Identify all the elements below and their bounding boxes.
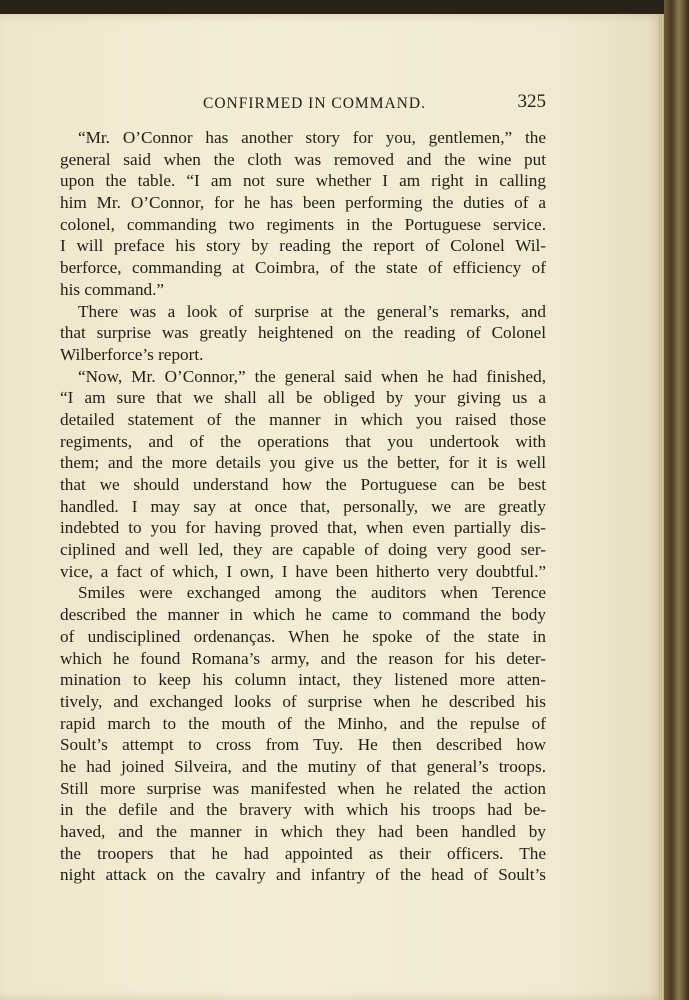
text-line: berforce, commanding at Coimbra, of the state of efficiency of <box>60 258 546 278</box>
text-line: haved, and the manner in which they had been handled by <box>60 822 546 841</box>
book-binding <box>664 0 689 1000</box>
text-line: mination to keep his column intact, they listened more atten- <box>60 670 546 690</box>
text-line: Wilberforce’s report. <box>60 344 204 364</box>
text-line: regiments, and of the operations that you undertook with <box>60 431 546 451</box>
text-line: described the manner in which he came to command the body <box>60 605 546 625</box>
text-line: “Now, Mr. O’Connor,” the general said when he had finished, <box>78 366 546 386</box>
text-line: colonel, commanding two regiments in the Portuguese service. <box>60 214 546 234</box>
text-line: rapid march to the mouth of the Minho, and the repulse of <box>60 713 546 733</box>
text-line: him Mr. O’Connor, for he has been performing the duties of a <box>60 193 546 213</box>
text-line: upon the table. “I am not sure whether I am right in calling <box>60 171 546 191</box>
text-line: ciplined and well led, they are capable of doing very good ser- <box>60 540 546 560</box>
text-line: he had joined Silveira, and the mutiny of that general’s troops. <box>60 756 546 776</box>
text-line: night attack on the cavalry and infantry of the head of Soult’s <box>60 865 546 885</box>
text-line: handled. I may say at once that, personally, we are greatly <box>60 496 546 516</box>
text-line: that we should understand how the Portuguese can be best <box>60 475 546 494</box>
body-text <box>60 127 546 886</box>
text-line: which he found Romana’s army, and the reason for his deter- <box>60 648 546 668</box>
text-line: his command.” <box>60 279 165 299</box>
text-line: “Mr. O’Connor has another story for you, gentlemen,” the <box>78 128 546 147</box>
text-line: tively, and exchanged looks of surprise when he described his <box>60 691 546 711</box>
text-line: that surprise was greatly heightened on the reading of Colonel <box>60 323 546 343</box>
text-line: Still more surprise was manifested when he related the action <box>60 778 546 798</box>
running-head <box>60 91 546 119</box>
text-line: them; and the more details you give us the better, for it is well <box>60 453 546 473</box>
text-line: indebted to you for having proved that, when even partially dis- <box>60 518 546 538</box>
text-line: of undisciplined ordenanças. When he spoke of the state in <box>60 626 546 646</box>
text-line: There was a look of surprise at the general’s remarks, and <box>78 301 546 321</box>
text-line: the troopers that he had appointed as their officers. The <box>60 843 546 863</box>
text-line: vice, a fact of which, I own, I have been hitherto very doubtful.” <box>60 561 546 581</box>
text-line: general said when the cloth was removed and the wine put <box>60 149 546 169</box>
text-line: detailed statement of the manner in which you raised those <box>60 409 546 429</box>
text-line: in the defile and the bravery with which his troops had be- <box>60 800 546 820</box>
text-line: “I am sure that we shall all be obliged by your giving us a <box>60 388 546 408</box>
text-line: Smiles were exchanged among the auditors when Terence <box>78 583 546 603</box>
page-number: 325 <box>517 91 546 112</box>
chapter-title: CONFIRMED IN COMMAND. <box>203 95 426 112</box>
text-line: Soult’s attempt to cross from Tuy. He then described how <box>60 735 546 755</box>
text-line: I will preface his story by reading the report of Colonel Wil- <box>60 236 546 256</box>
